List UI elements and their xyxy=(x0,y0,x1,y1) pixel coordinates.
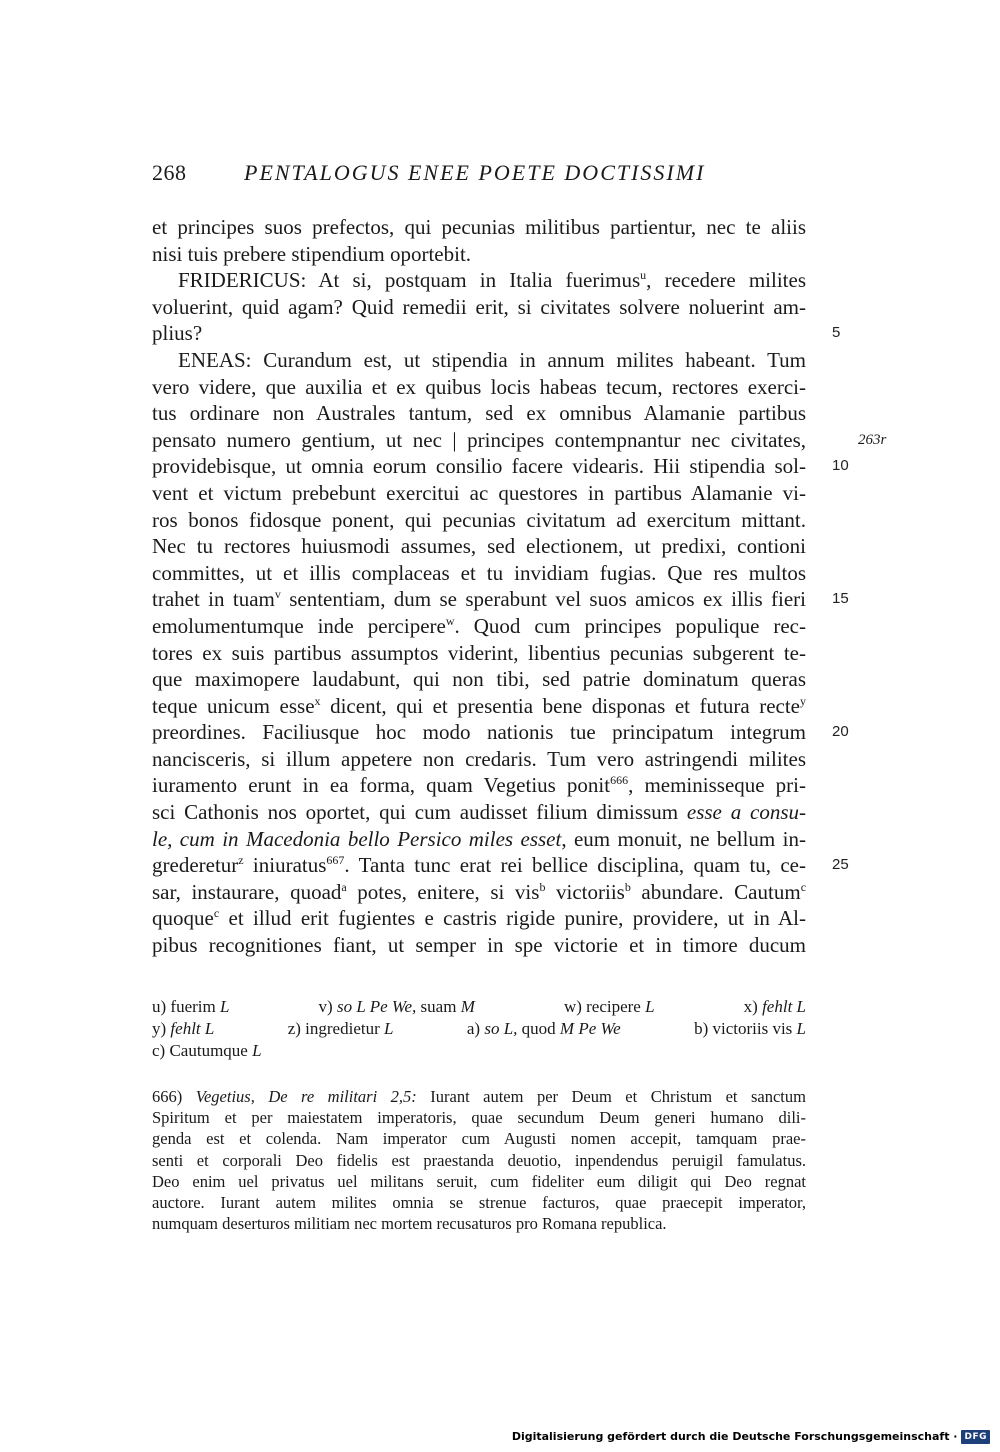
text-line xyxy=(152,879,806,906)
line-content xyxy=(152,215,806,239)
line-content xyxy=(152,242,471,266)
running-title: PENTALOGUS ENEE POETE DOCTISSIMI xyxy=(244,160,706,185)
line-content xyxy=(152,720,806,744)
footnote-line xyxy=(152,1171,806,1192)
italic-text: Vegetius, De re militari 2,5: xyxy=(195,1087,417,1106)
text-segment: nisi tuis prebere stipendium oportebit. xyxy=(152,241,472,266)
text-segment: committes, ut et illis complaceas et tu invidiam fugias. Que res multos xyxy=(152,560,806,585)
page-number: 268 xyxy=(152,160,187,185)
digitization-credit xyxy=(512,1428,990,1446)
footnote-text: Deo enim uel privatus uel militans seruit, cum fideliter eum diligit qui Deo regnat xyxy=(152,1171,806,1191)
apparatus-entry xyxy=(319,996,475,1018)
text-segment: victoriis xyxy=(545,879,625,904)
line-content xyxy=(152,401,806,425)
text-segment: potes, enitere, si vis xyxy=(346,879,540,904)
note-marker: b xyxy=(539,879,546,894)
apparatus-entry xyxy=(694,1018,806,1040)
text-segment: emolumentumque inde percipere xyxy=(152,613,446,638)
text-line xyxy=(152,640,806,667)
line-content xyxy=(178,348,806,372)
text-line xyxy=(152,241,806,268)
apparatus-text: y) xyxy=(152,1019,171,1038)
text-line xyxy=(152,507,806,534)
line-number: 5 xyxy=(832,324,841,342)
apparatus-row xyxy=(152,996,806,1018)
text-line xyxy=(152,427,887,454)
apparatus-text: z) ingredietur xyxy=(287,1019,385,1038)
text-line xyxy=(152,666,806,693)
text-segment: tus ordinare non Australes tantum, sed ex omnibus Alamanie partibus xyxy=(152,401,806,426)
text-segment: , recedere milites xyxy=(646,268,806,293)
text-segment: iniuratus xyxy=(243,853,327,878)
line-content xyxy=(152,773,806,797)
apparatus-entry xyxy=(467,1018,621,1040)
text-line xyxy=(152,400,806,427)
text-segment: et illud erit fugientes e castris rigide punire, providere, ut in Al- xyxy=(219,906,806,931)
apparatus-entry xyxy=(152,996,229,1018)
text-segment: preordines. Faciliusque hoc modo nationis tue principatum integrum xyxy=(152,720,806,745)
main-text-block xyxy=(152,214,887,959)
text-line xyxy=(152,347,806,374)
apparatus-text: b) victoriis vis xyxy=(694,1019,797,1038)
apparatus-entry xyxy=(152,1040,262,1062)
line-content xyxy=(152,747,806,771)
note-marker: a xyxy=(341,879,347,894)
line-content xyxy=(152,641,806,665)
text-segment: Nec tu rectores huiusmodi assumes, sed electionem, ut predixi, contioni xyxy=(152,534,806,559)
dfg-logo: DFG xyxy=(961,1430,990,1444)
line-content xyxy=(152,481,806,505)
note-marker: c xyxy=(213,906,220,921)
note-marker: w xyxy=(445,613,455,628)
apparatus-entry xyxy=(564,996,655,1018)
text-segment: dicent, qui et presentia bene disponas et futura recte xyxy=(320,693,801,718)
line-content xyxy=(152,933,806,957)
line-content xyxy=(178,268,806,292)
text-segment: plius? xyxy=(152,321,203,346)
apparatus-text: u) fuerim xyxy=(152,997,220,1016)
source-footnote xyxy=(152,1086,806,1234)
text-segment: pensato numero gentium, ut nec | principes contempnantur nec civitates, xyxy=(152,427,806,452)
text-segment: teque unicum esse xyxy=(152,693,315,718)
text-line xyxy=(152,214,806,241)
italic-text: fehlt L xyxy=(170,1019,215,1038)
text-segment: sci Cathonis nos oportet, qui cum audisset filium dimissum xyxy=(152,800,687,825)
italic-text: esse a consu- xyxy=(686,800,806,825)
apparatus-row xyxy=(152,1018,806,1040)
text-line xyxy=(152,453,849,480)
line-content xyxy=(152,906,806,930)
italic-text: so L Pe We, xyxy=(336,997,417,1016)
note-marker: z xyxy=(238,853,244,868)
italic-text: fehlt L xyxy=(762,997,806,1016)
text-line xyxy=(152,267,806,294)
text-segment: ENEAS: Curandum est, ut stipendia in annum milites habeant. Tum xyxy=(178,347,806,372)
text-segment: sar, instaurare, quoad xyxy=(152,879,342,904)
footnote-line xyxy=(152,1150,806,1171)
line-content xyxy=(152,694,806,718)
text-segment: trahet in tuam xyxy=(152,587,275,612)
note-marker: v xyxy=(274,587,281,602)
text-line xyxy=(152,852,849,879)
italic-text: M Pe We xyxy=(559,1019,621,1038)
text-segment: vero videre, que auxilia et ex quibus locis habeas tecum, rectores exerci- xyxy=(152,374,806,399)
line-content xyxy=(152,428,806,452)
text-segment: sententiam, dum se sperabunt vel suos amicos ex illis fieri xyxy=(280,587,806,612)
folio-marker: 263r xyxy=(858,431,887,448)
credit-text: Digitalisierung gefördert durch die Deutsche Forschungsgemeinschaft · xyxy=(511,1430,958,1443)
text-segment: . Tanta tunc erat rei bellice disciplina, quam tu, ce- xyxy=(344,853,806,878)
note-marker: 666 xyxy=(610,773,629,788)
text-line xyxy=(152,772,806,799)
note-marker: b xyxy=(624,879,631,894)
text-line xyxy=(152,613,806,640)
footnote-line xyxy=(152,1213,806,1234)
line-content xyxy=(152,295,806,319)
apparatus-text: quod xyxy=(517,1019,560,1038)
text-line xyxy=(152,693,806,720)
text-line xyxy=(152,533,806,560)
text-line xyxy=(152,746,806,773)
italic-text: L xyxy=(645,997,655,1016)
line-content xyxy=(152,667,806,691)
text-segment: , eum monuit, ne bellum in- xyxy=(561,826,806,851)
text-line xyxy=(152,374,806,401)
footnote-line-content xyxy=(152,1172,806,1191)
text-segment: que maximopere laudabunt, qui non tibi, sed patrie dominatum queras xyxy=(152,667,806,692)
footnote-line-content xyxy=(152,1193,806,1212)
text-segment: grederetur xyxy=(152,853,239,878)
line-content xyxy=(152,375,806,399)
apparatus-text: v) xyxy=(318,997,337,1016)
italic-text: L xyxy=(219,997,230,1016)
text-segment: . Quod cum principes populique rec- xyxy=(454,613,806,638)
text-line xyxy=(152,560,806,587)
note-marker: x xyxy=(314,693,321,708)
text-segment: abundare. Cautum xyxy=(630,879,801,904)
text-segment: , meminisseque pri- xyxy=(628,773,807,798)
text-segment: iuramento erunt in ea forma, quam Vegetius ponit xyxy=(152,773,611,798)
text-line xyxy=(152,826,806,853)
footnote-line-content xyxy=(152,1151,806,1170)
text-line xyxy=(152,799,806,826)
line-content xyxy=(152,853,806,877)
text-segment: FRIDERICUS: At si, postquam in Italia fuerimus xyxy=(178,268,641,293)
line-content xyxy=(152,880,806,904)
note-marker: u xyxy=(640,268,647,283)
footnote-text: genda est et colenda. Nam imperator cum Augusti nomen accepit, tamquam prae- xyxy=(152,1129,806,1149)
footnote-text: Spiritum et per maiestatem imperatoris, quae secundum Deum generi humano dili- xyxy=(152,1108,806,1128)
line-content xyxy=(152,827,806,851)
text-line xyxy=(152,586,849,613)
text-segment: et principes suos prefectos, qui pecunias militibus partientur, nec te aliis xyxy=(152,215,806,239)
footnote-line xyxy=(152,1192,806,1213)
apparatus-entry xyxy=(288,1018,394,1040)
footnote-text: numquam deserturos militiam nec mortem recusaturos pro Romana republica. xyxy=(152,1214,667,1234)
text-line xyxy=(152,932,806,959)
italic-text: le, cum in Macedonia bello Persico miles esset xyxy=(152,826,562,851)
note-marker: c xyxy=(800,879,807,894)
italic-text: L xyxy=(384,1019,394,1038)
footnote-line-content xyxy=(152,1214,667,1233)
footnote-line xyxy=(152,1128,806,1149)
line-number: 20 xyxy=(832,723,849,741)
footnote-line-content xyxy=(152,1087,806,1106)
text-segment: quoque xyxy=(152,906,214,931)
text-segment: vent et victum prebebunt exercitui ac questores in partibus Alamanie vi- xyxy=(152,480,806,505)
apparatus-text: c) Cautumque xyxy=(152,1041,253,1060)
line-content xyxy=(152,534,806,558)
italic-text: L xyxy=(252,1041,262,1060)
line-content xyxy=(152,561,806,585)
line-number: 10 xyxy=(832,457,849,475)
line-content xyxy=(152,321,202,345)
apparatus-text: x) xyxy=(743,997,763,1016)
apparatus-entry xyxy=(744,996,806,1018)
footnote-line-content xyxy=(152,1129,806,1148)
text-line xyxy=(152,719,849,746)
line-content xyxy=(152,508,806,532)
line-content xyxy=(152,454,806,478)
footnote-text: Iurant autem per Deum et Christum et sanctum xyxy=(416,1087,806,1106)
line-content xyxy=(152,800,806,824)
apparatus-text: a) xyxy=(466,1019,485,1038)
text-segment: pibus recognitiones fiant, ut semper in spe victorie et in timore ducum xyxy=(152,933,806,958)
text-line xyxy=(152,480,806,507)
footnote-line xyxy=(152,1086,806,1107)
page-header xyxy=(152,160,812,194)
text-segment: voluerint, quid agam? Quid remedii erit, si civitates solvere noluerint am- xyxy=(152,294,806,319)
text-segment: providebisque, ut omnia eorum consilio facere videaris. Hii stipendia sol- xyxy=(152,454,806,479)
footnote-line xyxy=(152,1107,806,1128)
text-segment: tores ex suis partibus assumptos viderint, libentius pecunias subgerent te- xyxy=(152,640,806,665)
footnote-text: senti et corporali Deo fidelis est praestanda deuotio, inpendendus peruigil famulatus. xyxy=(152,1150,806,1170)
note-marker: y xyxy=(800,693,807,708)
note-marker: 667 xyxy=(326,853,345,868)
italic-text: L xyxy=(796,1019,806,1038)
apparatus-text: suam xyxy=(416,997,461,1016)
footnote-text: 666) xyxy=(152,1087,196,1106)
footnote-text: auctore. Iurant autem milites omnia se strenue facturos, quae praecepit imperator, xyxy=(152,1192,806,1212)
text-line xyxy=(152,320,841,347)
apparatus-text: w) recipere xyxy=(563,997,646,1016)
critical-apparatus xyxy=(152,996,806,1062)
apparatus-entry xyxy=(152,1018,214,1040)
text-segment: ros bonos fidosque ponent, qui pecunias civitatum ad exercitum mittant. xyxy=(152,507,806,532)
line-number: 15 xyxy=(832,590,849,608)
text-line xyxy=(152,905,806,932)
line-content xyxy=(152,614,806,638)
text-segment: nancisceris, si illum appetere non credaris. Tum vero astringendi milites xyxy=(152,746,806,771)
apparatus-row xyxy=(152,1040,806,1062)
line-content xyxy=(152,587,806,611)
italic-text: so L, xyxy=(484,1019,518,1038)
text-line xyxy=(152,294,806,321)
italic-text: M xyxy=(460,997,475,1016)
line-number: 25 xyxy=(832,856,849,874)
footnote-line-content xyxy=(152,1108,806,1127)
